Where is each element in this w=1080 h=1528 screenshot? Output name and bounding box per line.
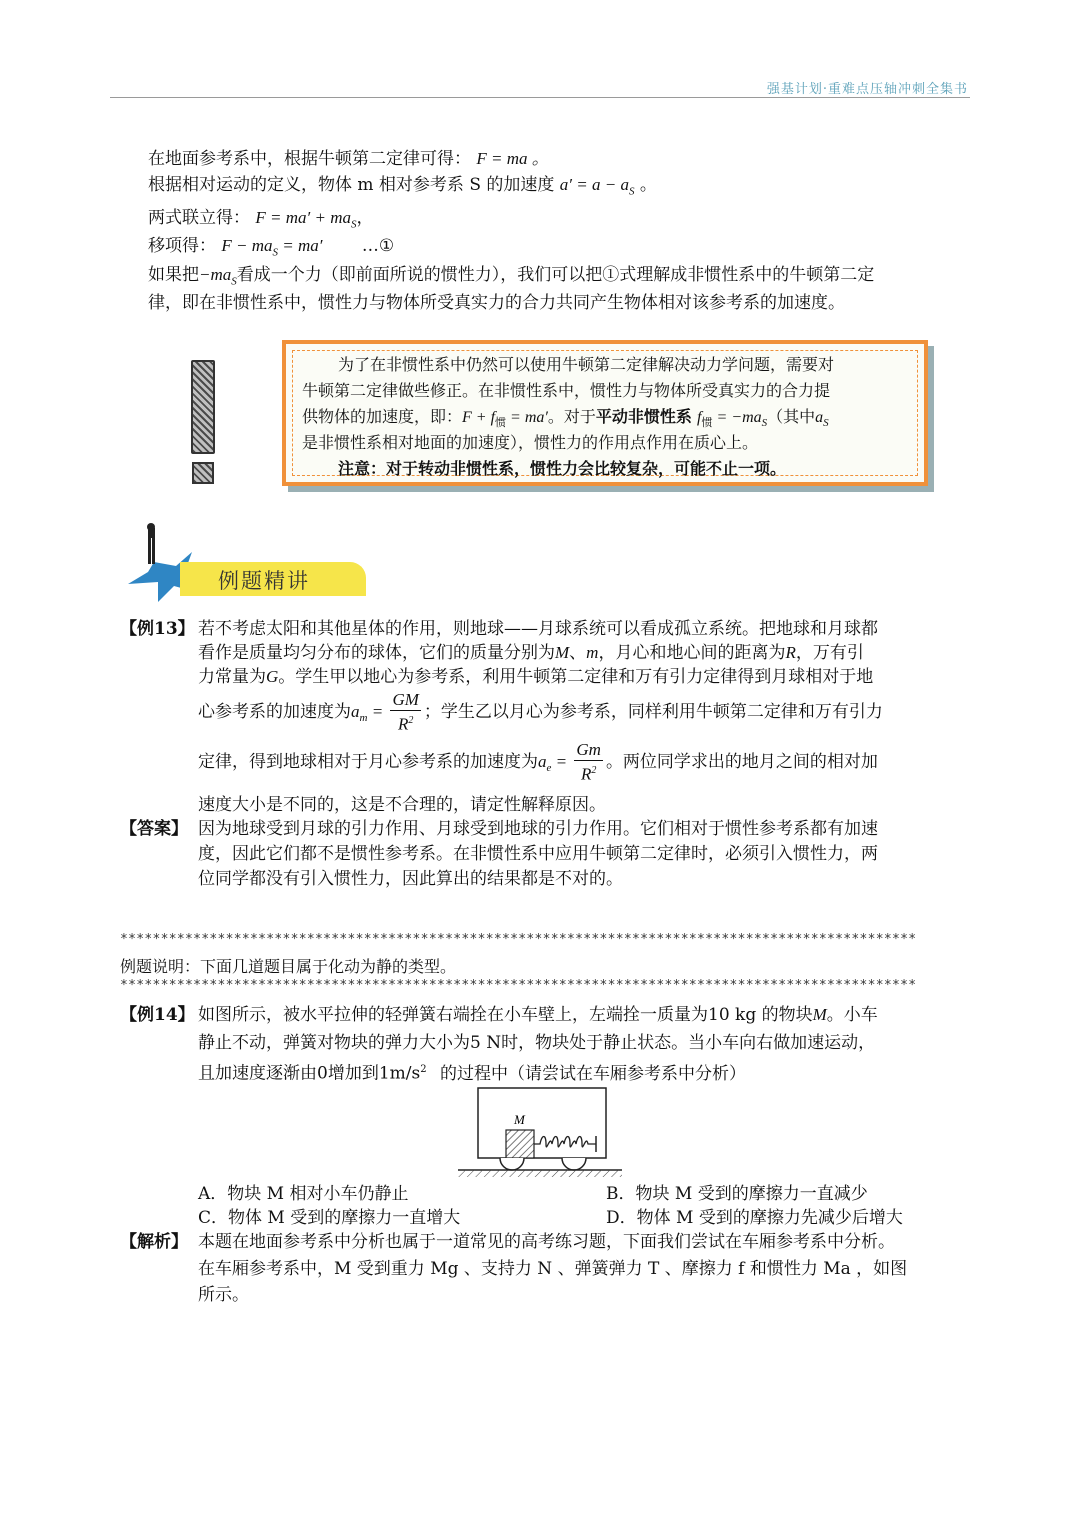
note-bold: 平动非惯性系 (595, 407, 692, 426)
intro-line-4 (148, 233, 394, 265)
symbol: M (812, 1005, 827, 1024)
intro-text: 移项得： (148, 236, 216, 256)
intro-line-6: 律，即在非惯性系中，惯性力与物体所受真实力的合力共同产生物体相对该参考系的加速度。 (148, 293, 845, 313)
text: 定律，得到地球相对于月心参考系的加速度为 (198, 751, 538, 772)
note-text: 。对于 (547, 407, 596, 426)
mass-label: M (514, 1112, 525, 1127)
text: 。小车 (826, 1005, 878, 1025)
ex13-line-4 (198, 690, 883, 735)
text: 、 (569, 643, 587, 663)
equation: a′ = a − a (559, 175, 629, 194)
equation: −ma (199, 265, 232, 284)
intro-text: 如果把 (148, 265, 199, 285)
exclamation-dot-icon (192, 462, 214, 484)
equation: F = ma′ + ma (255, 208, 352, 227)
numerator: Gm (576, 740, 601, 759)
subscript: 惯 (701, 416, 713, 430)
symbol: a (538, 751, 547, 771)
text: ；学生乙以月心为参考系，同样利用牛顿第二定律和万有引力 (423, 701, 883, 722)
solution-line-3: 所示。 (198, 1285, 249, 1305)
star-divider-bottom: ************************************************************************************************** (120, 978, 917, 993)
ex14-line-2: 静止不动，弹簧对物块的弹力大小为5 N时，物块处于静止状态。当小车向右做加速运动， (198, 1033, 876, 1053)
punct: 。 (634, 175, 657, 195)
intro-text: 在地面参考系中，根据牛顿第二定律可得： (148, 149, 471, 169)
example-label: 【例14】 (120, 1005, 195, 1025)
note-box (282, 340, 928, 486)
intro-line-1 (148, 146, 549, 172)
text: 看作是质量均匀分布的球体，它们的质量分别为 (198, 643, 555, 663)
header-rule (110, 97, 970, 98)
symbol: M (555, 643, 570, 662)
answer-line-3: 位同学都没有引入惯性力，因此算出的结果都是不对的。 (198, 869, 623, 889)
equation: a (815, 409, 824, 426)
intro-text: 根据相对运动的定义，物体 m 相对参考系 S 的加速度 (148, 175, 555, 195)
equation: F − ma (221, 236, 273, 255)
intro-text: 两式联立得： (148, 208, 250, 228)
subscript: S (231, 275, 237, 288)
subscript: S (351, 218, 357, 231)
ex14-line-3: 且加速度逐渐由0增加到$1m/s^2$ 的过程中（请尝试在车厢参考系中分析） (198, 1063, 746, 1084)
denominator: $R^2$ (580, 764, 597, 784)
answer-line-2: 度，因此它们都不是惯性参考系。在非惯性系中应用牛顿第二定律时，必须引入惯性力，两 (198, 844, 878, 864)
symbol: a (351, 701, 360, 721)
denominator: $R^2$ (397, 714, 414, 734)
denominator-base: R (580, 764, 592, 784)
option-a: A．物块 M 相对小车仍静止 (198, 1184, 409, 1204)
equation: = −ma (712, 409, 762, 426)
subscript: 惯 (495, 416, 507, 430)
note-text: （其中 (767, 407, 816, 426)
answer-label: 【答案】 (120, 819, 188, 839)
symbol: R (785, 643, 796, 662)
example-label: 【例13】 (120, 619, 195, 639)
note-line-2: 牛顿第二定律做些修正。在非惯性系中，惯性力与物体所受真实力的合力提 (302, 381, 831, 400)
solution-line-2: 在车厢参考系中，M 受到重力 Mg 、支持力 N 、弹簧弹力 T 、摩擦力 f 和惯性力 Ma ，如图 (198, 1259, 908, 1279)
equals: = (367, 701, 388, 721)
subscript: e (546, 762, 552, 775)
text: ，月心和地心间的距离为 (598, 643, 786, 663)
subscript: m (359, 712, 368, 725)
subscript: S (823, 417, 829, 430)
option-b: B．物块 M 受到的摩擦力一直减少 (606, 1184, 868, 1204)
section-title: 例题精讲 (218, 569, 310, 593)
text: 且加速度逐渐由0增加到1m/s (198, 1063, 421, 1084)
equation: F + f (462, 409, 496, 426)
divider-note: 例题说明：下面几道题目属于化动为静的类型。 (120, 957, 457, 976)
exclamation-icon (191, 360, 215, 454)
intro-line-2 (148, 172, 657, 204)
cart-spring-diagram (456, 1086, 626, 1178)
text: 的过程中（请尝试在车厢参考系中分析） (440, 1063, 746, 1084)
subscript: S (761, 417, 768, 430)
option-c: C．物体 M 受到的摩擦力一直增大 (198, 1208, 461, 1228)
solution-label: 【解析】 (120, 1232, 188, 1252)
ex14-line-1 (198, 1002, 878, 1028)
note-line-4: 是非惯性系相对地面的加速度），惯性力的作用点作用在质心上。 (302, 433, 759, 452)
equation: F = ma 。 (476, 149, 549, 168)
ex13-line-6: 速度大小是不同的，这是不合理的，请定性解释原因。 (198, 795, 606, 815)
text: 心参考系的加速度为 (198, 701, 351, 722)
fraction (390, 690, 420, 735)
equals: = (551, 751, 572, 771)
note-warning: 注意：对于转动非惯性系，惯性力会比较复杂，可能不止一项。 (338, 459, 787, 478)
equation-tag: …① (361, 236, 395, 256)
ex13-line-3 (198, 664, 873, 690)
symbol: m (586, 643, 599, 662)
text: 如图所示，被水平拉伸的轻弹簧右端拴在小车壁上，左端拴一质量为10 kg 的物块 (198, 1005, 813, 1025)
equation: = ma′ (278, 236, 323, 255)
text: 力常量为 (198, 667, 266, 687)
answer-line-1: 因为地球受到月球的引力作用、月球受到地球的引力作用。它们相对于惯性参考系都有加速 (198, 819, 878, 839)
ex13-line-5 (198, 740, 878, 785)
symbol: G (266, 667, 279, 686)
fraction (574, 740, 603, 785)
ex13-line-2 (198, 640, 864, 666)
intro-text: 看成一个力（即前面所说的惯性力），我们可以把①式理解成非惯性系中的牛顿第二定 (236, 265, 875, 285)
note-text: 供物体的加速度，即： (302, 407, 463, 426)
option-d: D．物体 M 受到的摩擦力先减少后增大 (606, 1208, 903, 1228)
ex13-line-1: 若不考虑太阳和其他星体的作用，则地球——月球系统可以看成孤立系统。把地球和月球都 (198, 619, 878, 639)
solution-line-1: 本题在地面参考系中分析也属于一道常见的高考练习题，下面我们尝试在车厢参考系中分析。 (198, 1232, 895, 1252)
subscript: S (272, 246, 279, 259)
star-divider-top: ************************************************************************************************** (120, 932, 917, 947)
note-line-1: 为了在非惯性系中仍然可以使用牛顿第二定律解决动力学问题，需要对 (338, 355, 835, 374)
text: 。学生甲以地心为参考系，利用牛顿第二定律和万有引力定律得到月球相对于地 (278, 667, 874, 687)
numerator: GM (392, 690, 419, 709)
equation: = ma′ (506, 409, 548, 426)
denominator-base: R (397, 714, 409, 734)
text: 。两位同学求出的地月之间的相对加 (605, 751, 878, 772)
subscript: S (628, 185, 635, 198)
text: ，万有引 (795, 643, 864, 663)
running-header: 强基计划·重难点压轴冲刺全集书 (766, 82, 968, 97)
punct: ， (356, 208, 374, 228)
equation: f (697, 409, 702, 426)
